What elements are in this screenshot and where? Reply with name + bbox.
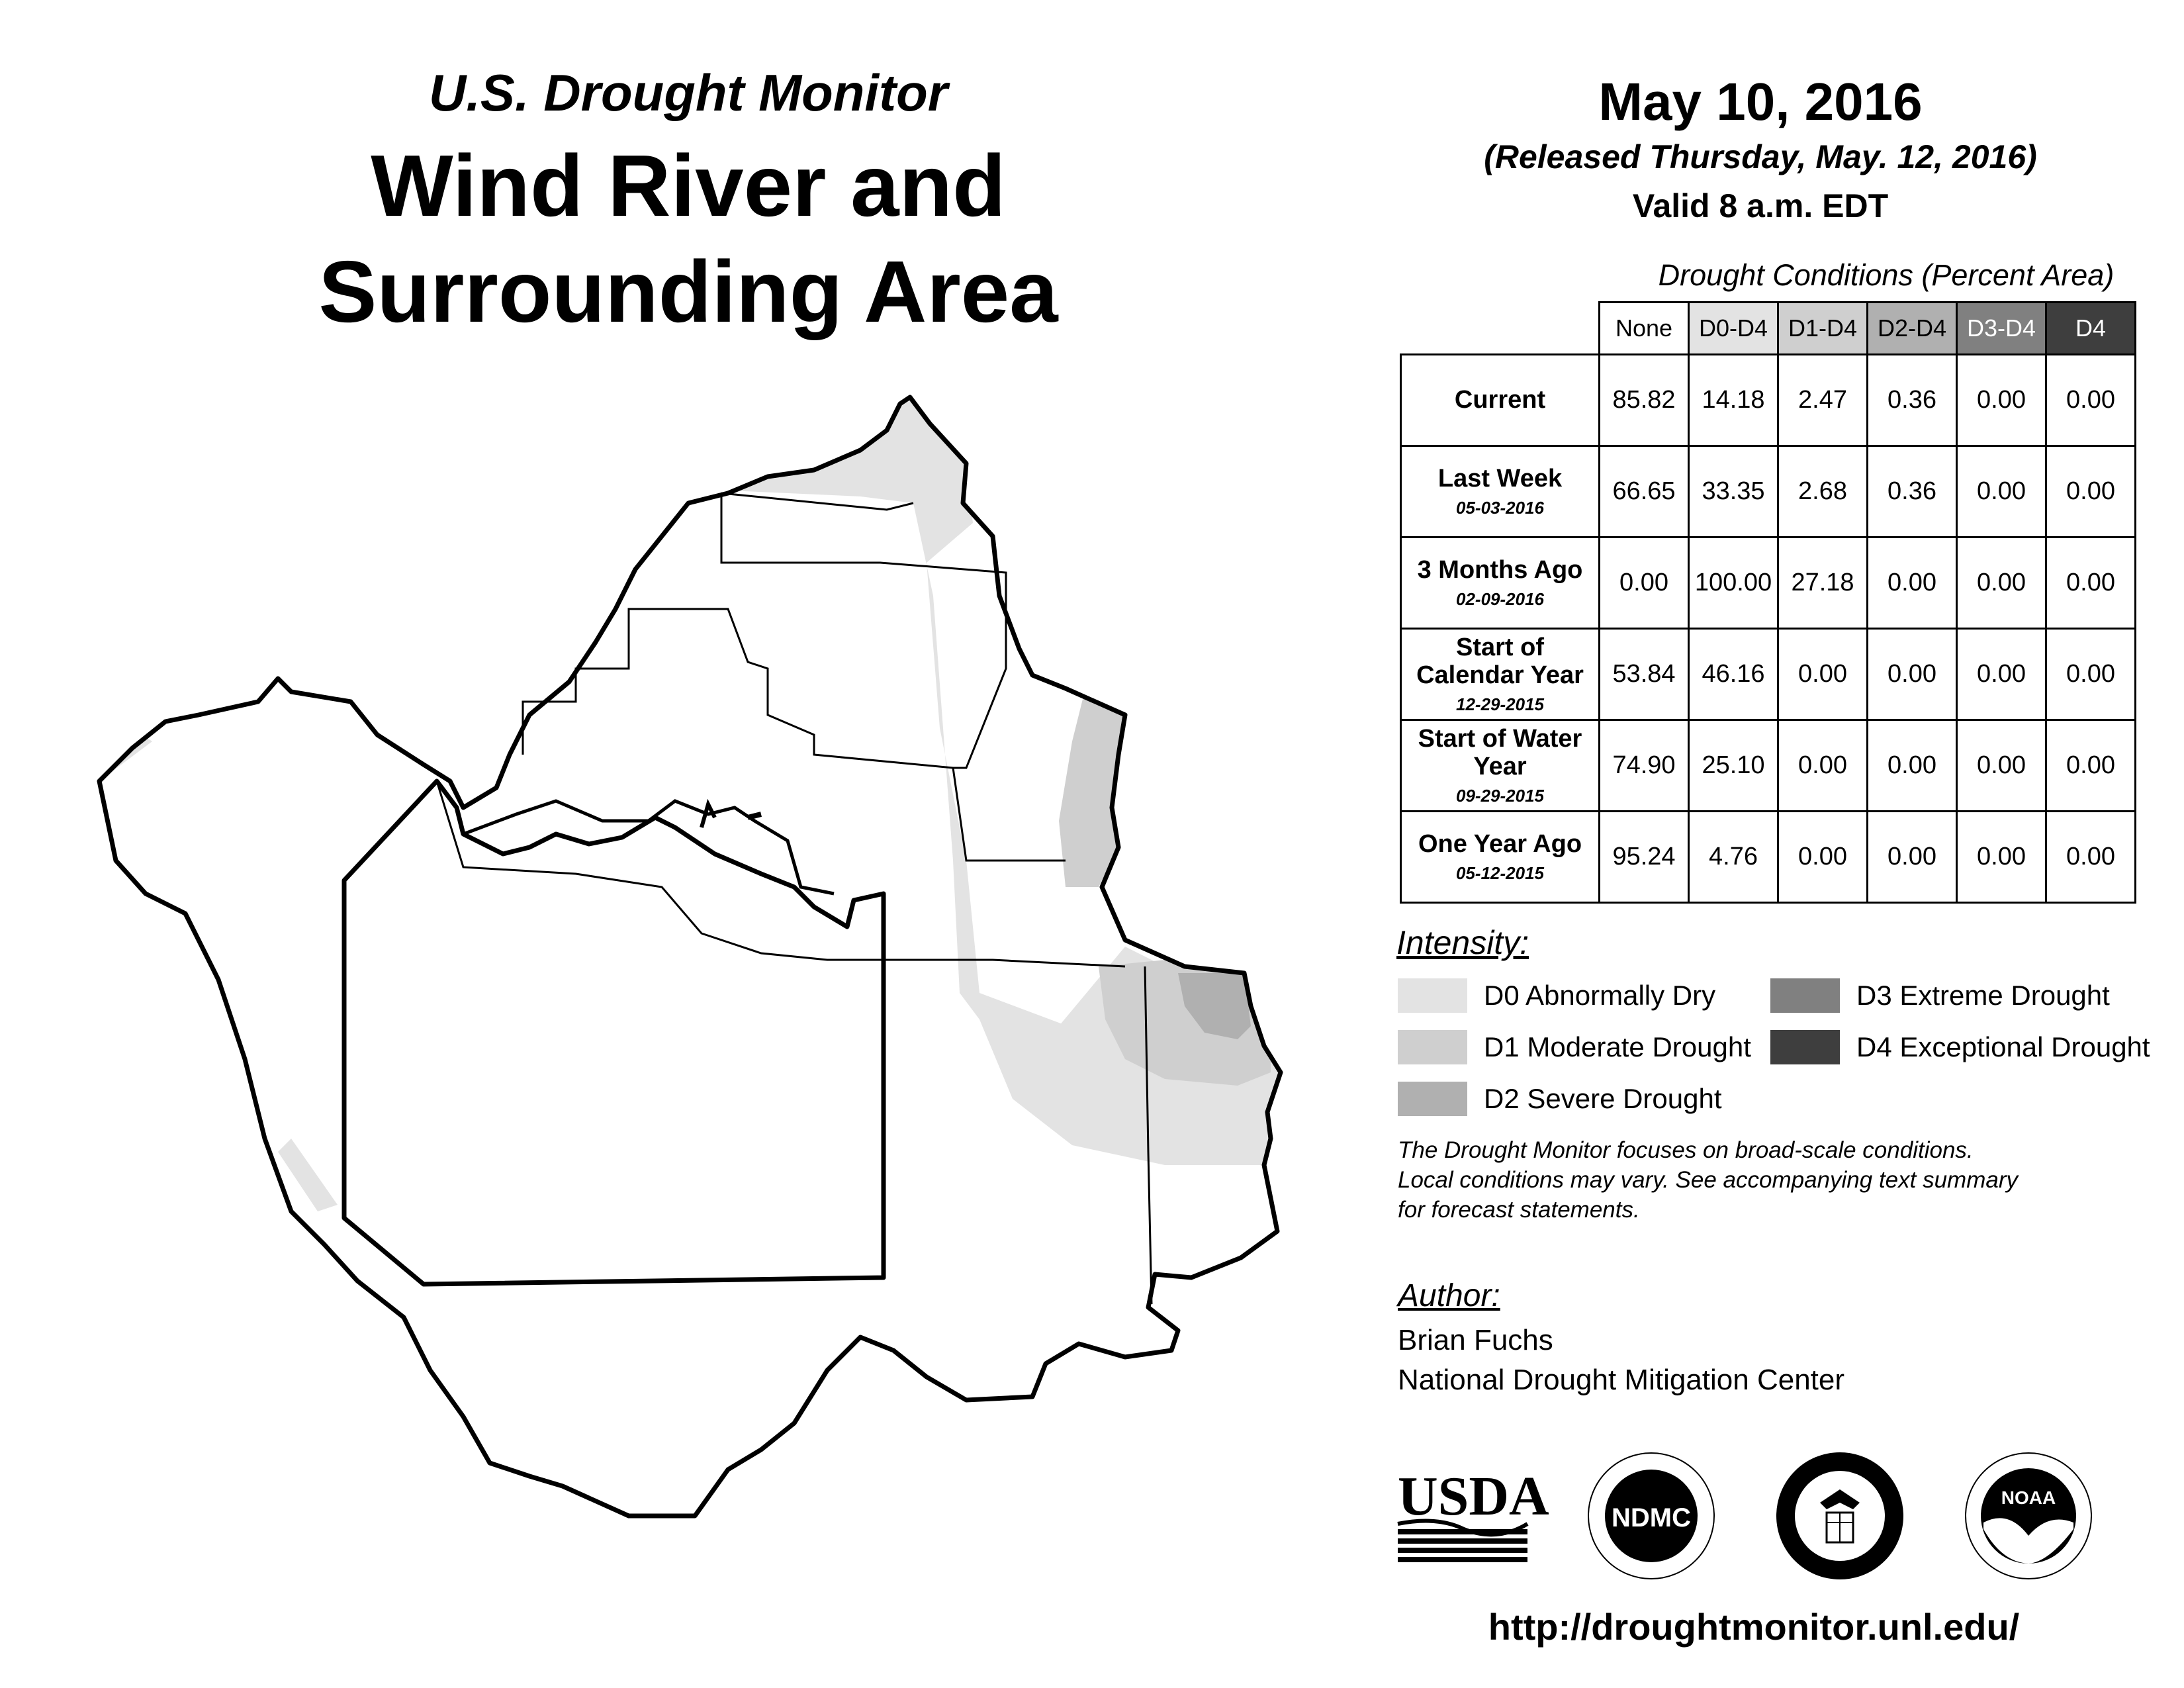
cell-d1-d4: 2.47 [1778,355,1868,446]
row-date: 02-09-2016 [1456,589,1544,610]
cell-d2-d4: 0.36 [1868,355,1957,446]
col-header-d1-d4: D1-D4 [1778,303,1868,355]
map-title-line2: Surrounding Area [318,243,1058,340]
table-row [1401,355,2136,446]
cell-d3-d4: 0.00 [1957,538,2046,629]
cell-d0-d4: 4.76 [1689,812,1778,903]
cell-d3-d4: 0.00 [1957,720,2046,812]
cell-d1-d4: 0.00 [1778,812,1868,903]
legend-item-d0 [1398,978,1715,1013]
cell-d4: 0.00 [2046,720,2136,812]
cell-none: 66.65 [1600,446,1689,538]
col-header-d4: D4 [2046,303,2136,355]
legend-item-d3 [1770,978,2110,1013]
legend-item-d4 [1770,1030,2150,1064]
legend-label: D4 Exceptional Drought [1856,1031,2150,1062]
cell-d4: 0.00 [2046,629,2136,720]
legend-title: Intensity: [1396,924,1529,961]
cell-none: 74.90 [1600,720,1689,812]
row-label: One Year Ago [1418,830,1582,859]
cell-d1-d4: 27.18 [1778,538,1868,629]
map-subtitle: U.S. Drought Monitor [428,64,948,122]
ndmc-text: NDMC [1612,1503,1691,1532]
table-caption: Drought Conditions (Percent Area) [1658,258,2115,292]
noaa-logo [1962,1450,2095,1582]
table-row [1401,812,2136,903]
cell-d1-d4: 0.00 [1778,720,1868,812]
map-title-line1: Wind River and [371,137,1006,234]
release-date: (Released Thursday, May. 12, 2016) [1484,138,2037,175]
cell-d4: 0.00 [2046,355,2136,446]
cell-d3-d4: 0.00 [1957,629,2046,720]
cell-d4: 0.00 [2046,446,2136,538]
table-row [1401,538,2136,629]
usda-text: USDA [1398,1466,1549,1527]
legend-swatch [1770,978,1840,1013]
row-date: 05-03-2016 [1456,498,1544,518]
cell-d1-d4: 0.00 [1778,629,1868,720]
cell-d2-d4: 0.00 [1868,538,1957,629]
cell-d2-d4: 0.00 [1868,720,1957,812]
row-date: 09-29-2015 [1456,786,1544,806]
cell-d3-d4: 0.00 [1957,355,2046,446]
disclaimer-note [1398,1135,2159,1225]
legend-item-d1 [1398,1030,1751,1064]
legend-label: D1 Moderate Drought [1484,1031,1751,1062]
col-header-d2-d4: D2-D4 [1868,303,1957,355]
cell-d2-d4: 0.36 [1868,446,1957,538]
table-row [1401,446,2136,538]
table-row [1401,629,2136,720]
legend-swatch [1398,1082,1467,1116]
reservation-outline [344,781,884,1284]
row-date: 12-29-2015 [1456,694,1544,714]
cell-d0-d4: 25.10 [1689,720,1778,812]
map-date: May 10, 2016 [1598,72,1923,131]
cell-d0-d4: 46.16 [1689,629,1778,720]
legend-label: D3 Extreme Drought [1856,980,2110,1011]
valid-time: Valid 8 a.m. EDT [1632,187,1889,224]
cell-d0-d4: 100.00 [1689,538,1778,629]
cell-d1-d4: 2.68 [1778,446,1868,538]
commerce-seal-logo [1774,1450,1906,1582]
row-label: Start of Calendar Year [1416,633,1584,690]
legend-swatch [1398,978,1467,1013]
col-header-d3-d4: D3-D4 [1957,303,2046,355]
cell-d4: 0.00 [2046,812,2136,903]
row-label: Last Week [1437,465,1563,493]
legend-label: D2 Severe Drought [1484,1083,1722,1114]
cell-d4: 0.00 [2046,538,2136,629]
cell-d3-d4: 0.00 [1957,446,2046,538]
author-heading: Author: [1398,1278,1500,1313]
author-name: Brian Fuchs [1398,1324,1553,1356]
cell-d2-d4: 0.00 [1868,629,1957,720]
noaa-text: NOAA [2001,1487,2056,1508]
col-header-none: None [1600,303,1689,355]
row-label: Current [1454,385,1546,414]
cell-none: 85.82 [1600,355,1689,446]
row-label: Start of Water Year [1418,725,1582,781]
row-date: 05-12-2015 [1456,863,1544,884]
cell-d2-d4: 0.00 [1868,812,1957,903]
col-header-d0-d4: D0-D4 [1689,303,1778,355]
cell-d0-d4: 33.35 [1689,446,1778,538]
legend-swatch [1398,1030,1467,1064]
cell-d3-d4: 0.00 [1957,812,2046,903]
author-organization: National Drought Mitigation Center [1398,1364,1845,1396]
cell-none: 95.24 [1600,812,1689,903]
usda-logo [1398,1463,1549,1562]
legend-swatch [1770,1030,1840,1064]
table-row [1401,720,2136,812]
note-line: for forecast statements. [1398,1197,1640,1223]
ndmc-logo [1585,1450,1717,1582]
legend-label: D0 Abnormally Dry [1484,980,1716,1011]
website-url[interactable]: http://droughtmonitor.unl.edu/ [1488,1606,2020,1648]
legend-item-d2 [1398,1082,1722,1116]
note-line: The Drought Monitor focuses on broad-scale conditions. [1398,1137,1974,1163]
note-line: Local conditions may vary. See accompanying text summary [1398,1167,2018,1193]
cell-d0-d4: 14.18 [1689,355,1778,446]
row-label: 3 Months Ago [1417,556,1583,585]
basin-outline [99,397,1281,1516]
drought-conditions-table [1400,301,2136,904]
cell-none: 53.84 [1600,629,1689,720]
cell-none: 0.00 [1600,538,1689,629]
